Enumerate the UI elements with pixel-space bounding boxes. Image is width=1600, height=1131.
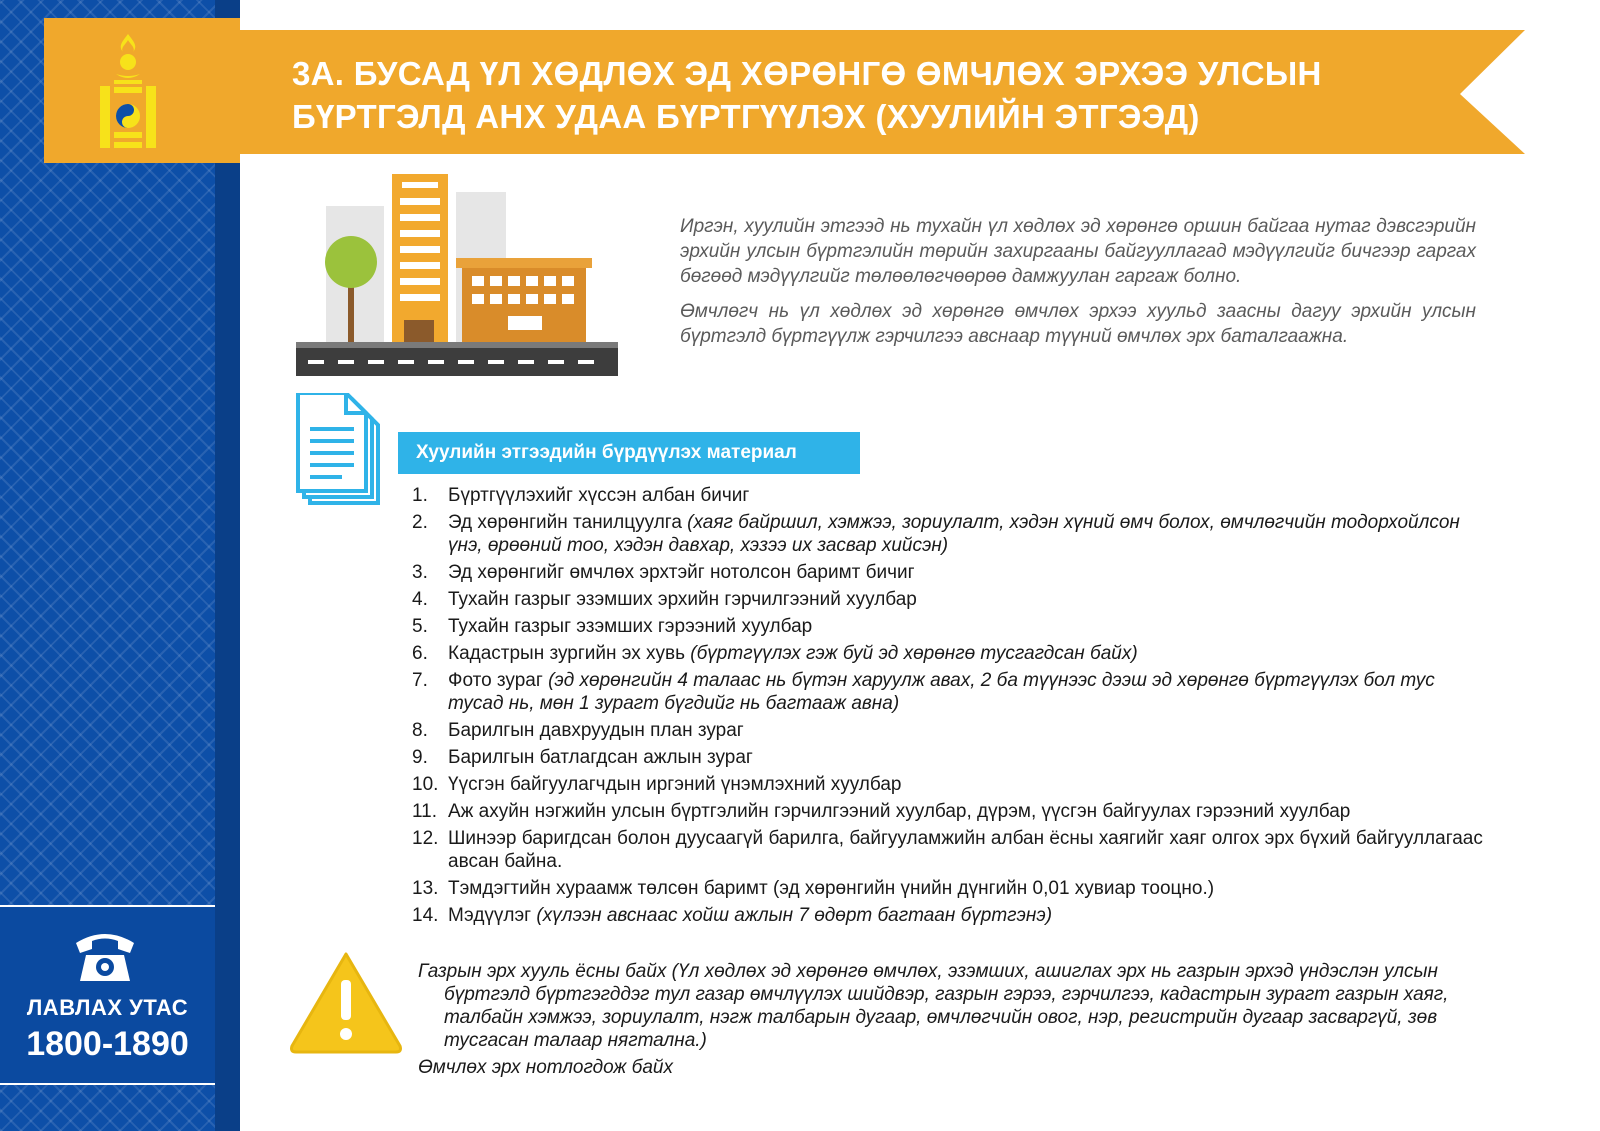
sidebar-shade xyxy=(215,0,240,1131)
list-item xyxy=(412,746,1492,769)
hotline-label: ЛАВЛАХ УТАС xyxy=(26,995,189,1020)
list-item xyxy=(412,669,1492,715)
intro-paragraph: Өмчлөгч нь үл хөдлөх эд хөрөнгө өмчлөх эрхээ хуульд заасны дагуу эрхийн улсын бүртгэлд бүртгүүлж гэрчилгээ авснаар түүний өмчлөх эрх баталгаажна. xyxy=(680,301,1476,347)
list-item-number: 8. xyxy=(412,720,428,741)
list-item-number: 7. xyxy=(412,670,428,691)
warning-icon xyxy=(288,950,404,1054)
list-item xyxy=(412,877,1492,900)
soyombo-emblem-icon xyxy=(96,32,160,152)
emblem-box xyxy=(44,18,240,163)
list-item-number: 12. xyxy=(412,828,439,849)
list-item xyxy=(412,719,1492,742)
hotline-number[interactable]: 1800-1890 xyxy=(26,1025,189,1063)
city-buildings-icon xyxy=(296,172,626,377)
list-item-note: (хаяг байршил, хэмжээ, зориулалт, хэдэн хүний өмч болох, өмчлөгчийн тодорхойлсон үнэ, өрөөний тоо, хэдэн давхар, хэзээ их засвар хийсэн) xyxy=(448,512,1460,556)
list-item-number: 3. xyxy=(412,562,428,583)
list-item-number: 6. xyxy=(412,643,428,664)
telephone-icon xyxy=(72,925,138,985)
list-item-number: 1. xyxy=(412,485,428,506)
intro-text xyxy=(680,214,1476,359)
list-item-text: Барилгын давхруудын план зураг xyxy=(448,720,744,741)
title-banner xyxy=(240,30,1525,158)
list-item-text: Эд хөрөнгийг өмчлөх эрхтэйг нотолсон баримт бичиг xyxy=(448,562,915,583)
list-item-text: Аж ахуйн нэгжийн улсын бүртгэлийн гэрчилгээний хуулбар, дүрэм, үүсгэн байгуулах гэрээний хуулбар xyxy=(448,801,1351,822)
list-item-text: Барилгын батлагдсан ажлын зураг xyxy=(448,747,753,768)
list-item xyxy=(412,773,1492,796)
list-item xyxy=(412,800,1492,823)
list-item-text: Эд хөрөнгийн танилцуулга xyxy=(448,512,688,533)
list-item-number: 11. xyxy=(412,801,438,822)
list-item-number: 10. xyxy=(412,774,439,795)
divider xyxy=(0,1083,215,1085)
warning-note-line: Газрын эрх хууль ёсны байх (Үл хөдлөх эд хөрөнгө өмчлөх, эзэмших, ашиглах эрх нь газрын эрхэд үндэслэн улсын бүртгэлд бүртгэгддэг тул газар өмчлүүлэх шийдвэр, газрын гэрээ, гэрчилгээ, кадастрын зурагт газрын хаяг, талбайн хэмжээ, зориулалт, нэгж талбарын дугаар, өмчлөгчийн овог, нэр, регистрийн дугаар засваргүй, зөв тусгасан талаар нягтална.) xyxy=(418,961,1449,1051)
list-item-text: Тэмдэгтийн хураамж төлсөн баримт (эд хөрөнгийн үнийн дүнгийн 0,01 хувиар тооцно.) xyxy=(448,878,1215,899)
list-item xyxy=(412,827,1492,873)
page-title: 3А. БУСАД ҮЛ ХӨДЛӨХ ЭД ХӨРӨНГӨ ӨМЧЛӨХ ЭРХЭЭ УЛСЫН БҮРТГЭЛД АНХ УДАА БҮРТГҮҮЛЭХ (ХУУЛИЙН ЭТГЭЭД) xyxy=(292,55,1322,135)
list-item-number: 2. xyxy=(412,512,428,533)
list-item-text: Бүртгүүлэхийг хүссэн албан бичиг xyxy=(448,485,750,506)
materials-list xyxy=(412,484,1492,931)
warning-note xyxy=(418,960,1518,1079)
list-item xyxy=(412,615,1492,638)
document-stack-icon xyxy=(296,393,394,513)
warning-note-line: Өмчлөх эрх нотлогдож байх xyxy=(418,1057,673,1078)
divider xyxy=(0,905,215,907)
list-item-number: 13. xyxy=(412,878,439,899)
list-item-number: 4. xyxy=(412,589,428,610)
list-item-number: 14. xyxy=(412,905,439,926)
hotline-panel xyxy=(0,905,215,1085)
list-item-text: Тухайн газрыг эзэмших гэрээний хуулбар xyxy=(448,616,813,637)
list-item-number: 9. xyxy=(412,747,428,768)
list-item xyxy=(412,588,1492,611)
list-item-text: Мэдүүлэг xyxy=(448,905,537,926)
list-item-number: 5. xyxy=(412,616,428,637)
list-item-text: Шинээр баригдсан болон дуусаагүй барилга, байгууламжийн албан ёсны хаягийг хаяг олгох эрх бүхий байгууллагаас авсан байна. xyxy=(448,828,1483,872)
list-item xyxy=(412,511,1492,557)
materials-heading: Хуулийн этгээдийн бүрдүүлэх материал xyxy=(398,432,860,474)
list-item-text: Кадастрын зургийн эх хувь xyxy=(448,643,691,664)
list-item xyxy=(412,904,1492,927)
list-item-note: (хүлээн авснаас хойш ажлын 7 өдөрт багтаан бүртгэнэ) xyxy=(536,905,1053,926)
list-item-text: Үүсгэн байгуулагчдын иргэний үнэмлэхний хуулбар xyxy=(448,774,902,795)
list-item-text: Тухайн газрыг эзэмших эрхийн гэрчилгээний хуулбар xyxy=(448,589,917,610)
list-item xyxy=(412,642,1492,665)
list-item-text: Фото зураг xyxy=(448,670,549,691)
list-item xyxy=(412,561,1492,584)
list-item xyxy=(412,484,1492,507)
intro-paragraph: Иргэн, хуулийн этгээд нь тухайн үл хөдлөх эд хөрөнгө оршин байгаа нутаг дэвсгэрийн эрхийн улсын бүртгэлийн төрийн захиргааны байгууллагад мэдүүлгийг бичгээр гаргах бөгөөд мэдүүлгийг төлөөлөгчөөрөө дамжуулан гаргаж болно. xyxy=(680,216,1476,287)
list-item-note: (бүртгүүлэх гэж буй эд хөрөнгө тусгагдсан байх) xyxy=(690,643,1138,664)
list-item-note: (эд хөрөнгийн 4 талаас нь бүтэн харуулж авах, 2 ба түүнээс дээш эд хөрөнгө бүртгүүлэх бол тус тусад нь, мөн 1 зурагт бүгдийг нь багтааж авна) xyxy=(448,670,1435,714)
